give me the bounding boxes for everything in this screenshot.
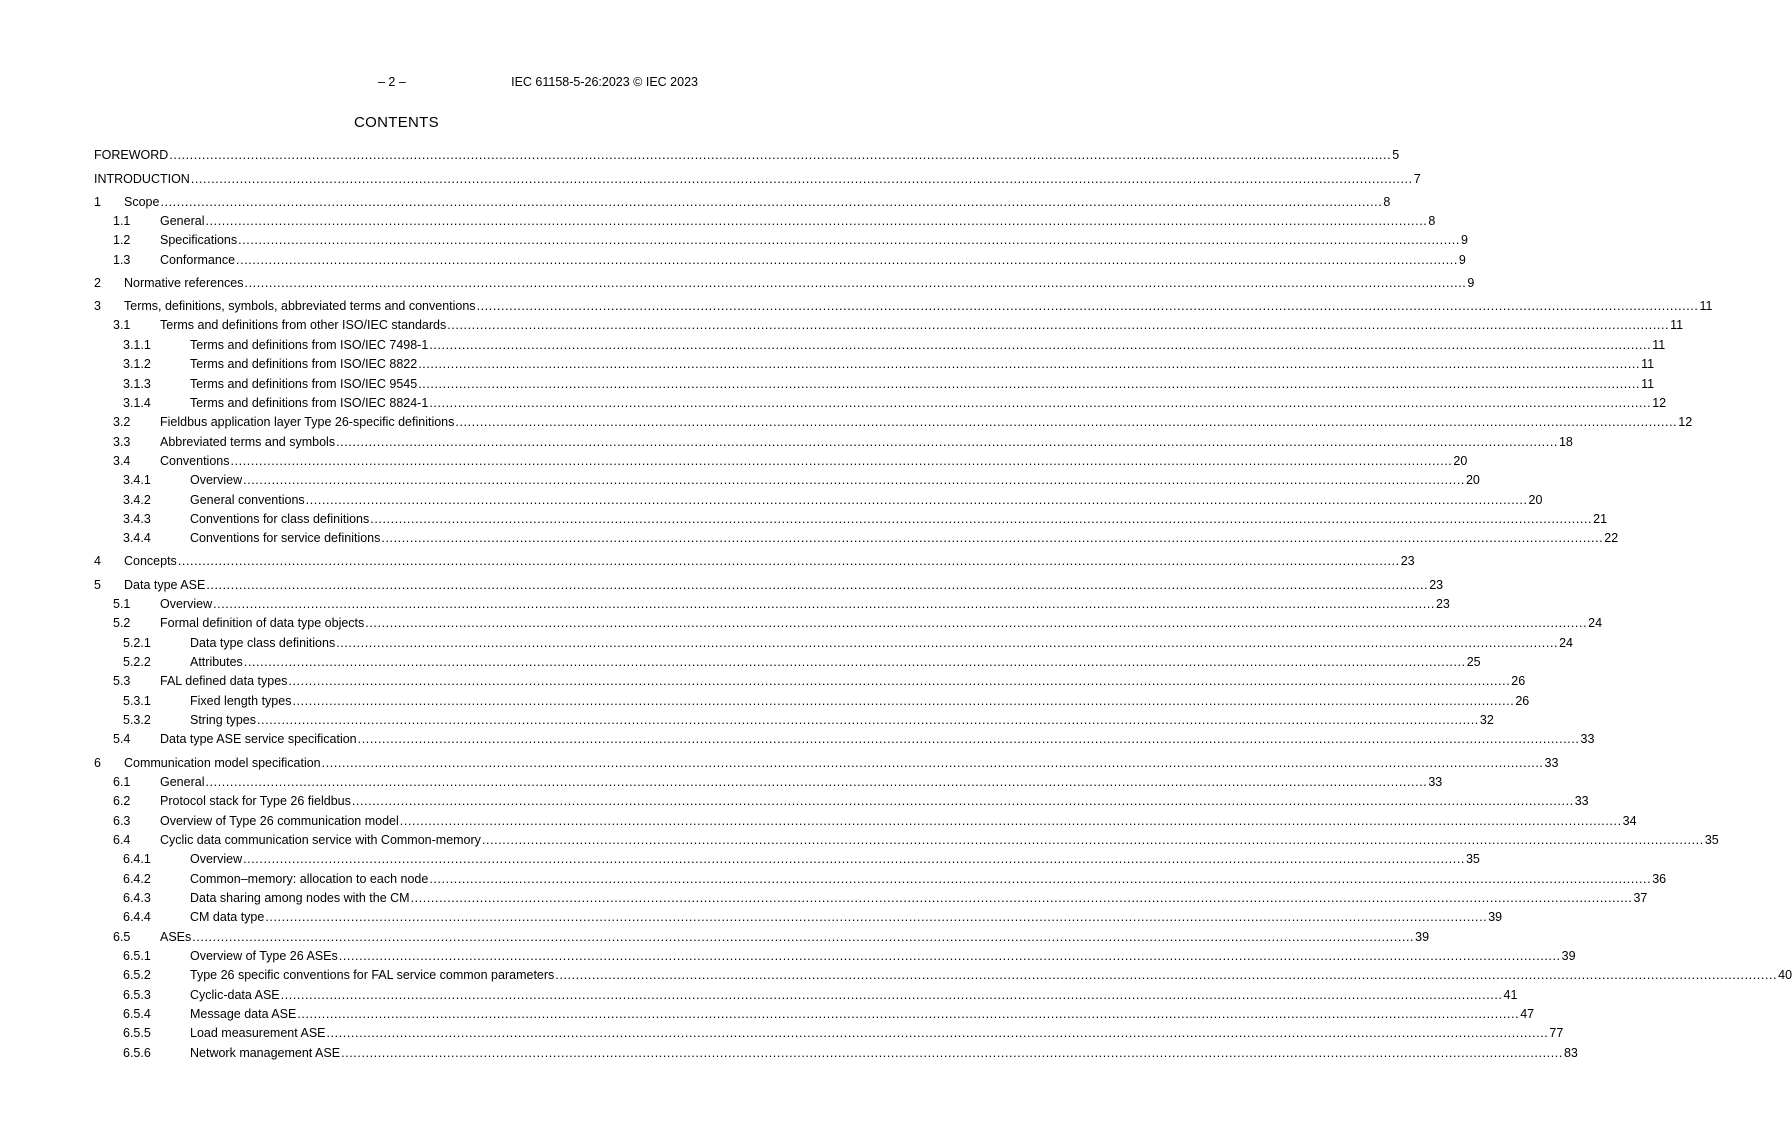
toc-entry[interactable]: [94, 508, 1608, 527]
toc-leader-dots: ............................................................................................................................................................................................................................................................................................................: [447, 318, 1670, 333]
toc-entry-title: Communication model specification: [124, 755, 321, 770]
toc-entry-title: Terms, definitions, symbols, abbreviated terms and conventions: [124, 299, 476, 314]
toc-leader-dots: ............................................................................................................................................................................................................................................................................................................: [205, 214, 1428, 229]
toc-entry[interactable]: [94, 210, 1436, 229]
toc-entry[interactable]: [94, 670, 1526, 689]
contents-title: CONTENTS: [354, 114, 439, 131]
toc-leader-dots: ............................................................................................................................................................................................................................................................................................................: [238, 233, 1460, 248]
toc-entry-page: 37: [1633, 890, 1648, 905]
toc-entry-page: 8: [1428, 214, 1436, 229]
toc-entry-title: Data type ASE service specification: [160, 732, 357, 747]
toc-leader-dots: ............................................................................................................................................................................................................................................................................................................: [410, 890, 1633, 905]
toc-entry-page: 34: [1622, 813, 1637, 828]
toc-entry[interactable]: [94, 747, 1559, 770]
toc-entry[interactable]: [94, 771, 1443, 790]
toc-leader-dots: ............................................................................................................................................................................................................................................................................................................: [351, 794, 1574, 809]
toc-entry-page: 23: [1435, 596, 1450, 611]
toc-leader-dots: ............................................................................................................................................................................................................................................................................................................: [190, 171, 1413, 186]
toc-leader-dots: ............................................................................................................................................................................................................................................................................................................: [297, 1007, 1520, 1022]
toc-leader-dots: ............................................................................................................................................................................................................................................................................................................: [206, 577, 1429, 592]
table-of-contents: [94, 144, 1792, 1061]
toc-entry-number: 1: [94, 194, 101, 209]
document-reference: IEC 61158-5-26:2023 © IEC 2023: [511, 75, 698, 89]
toc-entry[interactable]: [94, 527, 1619, 546]
toc-leader-dots: ............................................................................................................................................................................................................................................................................................................: [381, 531, 1604, 546]
toc-entry-number: 6.5.2: [123, 968, 151, 983]
toc-entry-title: Overview: [190, 473, 243, 488]
toc-entry-title: Formal definition of data type objects: [160, 616, 365, 631]
toc-entry-page: 24: [1559, 635, 1573, 650]
toc-entry-page: 41: [1503, 987, 1518, 1002]
toc-entry[interactable]: [94, 906, 1503, 925]
toc-entry-number: 2: [94, 275, 101, 290]
toc-entry-title: Load measurement ASE: [190, 1026, 326, 1041]
toc-entry-page: 11: [1670, 318, 1684, 333]
toc-entry-number: 6.5.4: [123, 1007, 151, 1022]
toc-entry-page: 5: [1392, 148, 1400, 163]
toc-entry-page: 39: [1415, 929, 1430, 944]
toc-entry-title: CM data type: [190, 910, 265, 925]
toc-entry-page: 33: [1428, 774, 1443, 789]
toc-entry[interactable]: [94, 488, 1543, 507]
toc-leader-dots: ............................................................................................................................................................................................................................................................................................................: [288, 674, 1511, 689]
toc-entry[interactable]: [94, 651, 1481, 670]
toc-entry[interactable]: [94, 333, 1666, 352]
toc-entry-number: 1.2: [113, 233, 131, 248]
toc-entry[interactable]: [94, 314, 1684, 333]
toc-leader-dots: ............................................................................................................................................................................................................................................................................................................: [236, 252, 1458, 267]
toc-entry-page: 7: [1413, 171, 1421, 186]
toc-entry-number: 3.1.4: [123, 395, 151, 410]
toc-entry-number: 5: [94, 577, 101, 592]
toc-entry-number: 5.2: [113, 616, 131, 631]
toc-entry-number: 5.3.2: [123, 713, 151, 728]
toc-entry-page: 83: [1563, 1045, 1578, 1060]
toc-entry-page: 20: [1528, 492, 1543, 507]
toc-leader-dots: ............................................................................................................................................................................................................................................................................................................: [429, 395, 1652, 410]
toc-leader-dots: ............................................................................................................................................................................................................................................................................................................: [244, 275, 1467, 290]
toc-entry-number: 5.4: [113, 732, 131, 747]
toc-entry-title: Conventions for service definitions: [190, 531, 381, 546]
toc-leader-dots: ............................................................................................................................................................................................................................................................................................................: [169, 148, 1392, 163]
toc-entry-page: 26: [1511, 674, 1526, 689]
toc-leader-dots: ............................................................................................................................................................................................................................................................................................................: [305, 492, 1528, 507]
toc-entry-page: 8: [1383, 194, 1391, 209]
toc-entry-title: Abbreviated terms and symbols: [160, 434, 336, 449]
toc-entry-title: General: [160, 774, 205, 789]
toc-entry-title: Overview of Type 26 ASEs: [190, 949, 338, 963]
toc-entry-number: 5.2.1: [123, 635, 151, 650]
toc-leader-dots: ............................................................................................................................................................................................................................................................................................................: [280, 987, 1503, 1002]
toc-entry-page: 23: [1400, 554, 1415, 569]
toc-entry-title: FOREWORD: [94, 148, 169, 163]
toc-entry-page: 36: [1652, 871, 1667, 886]
toc-entry-page: 20: [1453, 453, 1468, 468]
toc-entry[interactable]: [94, 809, 1637, 828]
toc-entry-page: 20: [1465, 473, 1480, 488]
toc-entry-page: 77: [1549, 1026, 1564, 1041]
toc-entry-title: ASEs: [160, 929, 192, 944]
toc-entry-number: 5.2.2: [123, 655, 151, 669]
toc-entry-title: Data type ASE: [124, 577, 206, 592]
toc-entry-title: Data sharing among nodes with the CM: [190, 890, 410, 905]
toc-leader-dots: ............................................................................................................................................................................................................................................................................................................: [429, 337, 1652, 352]
toc-leader-dots: ............................................................................................................................................................................................................................................................................................................: [243, 655, 1466, 669]
toc-entry[interactable]: [94, 964, 1792, 983]
toc-entry-title: Concepts: [124, 554, 177, 569]
toc-entry-page: 47: [1520, 1007, 1535, 1022]
toc-entry-number: 3.1.1: [123, 337, 151, 352]
toc-entry[interactable]: [94, 709, 1494, 728]
toc-entry-title: Conformance: [160, 252, 236, 267]
toc-entry-title: Conventions: [160, 453, 230, 468]
toc-entry[interactable]: [94, 469, 1480, 488]
toc-entry-page: 9: [1467, 275, 1475, 290]
toc-entry-page: 35: [1704, 832, 1719, 847]
toc-entry-page: 22: [1604, 531, 1619, 546]
toc-entry[interactable]: [94, 631, 1573, 650]
toc-entry[interactable]: [94, 187, 1391, 210]
toc-leader-dots: ............................................................................................................................................................................................................................................................................................................: [257, 713, 1479, 728]
toc-leader-dots: ............................................................................................................................................................................................................................................................................................................: [292, 693, 1515, 708]
toc-entry-title: INTRODUCTION: [94, 171, 190, 186]
toc-entry-number: 6.5.6: [123, 1045, 151, 1060]
toc-entry-page: 25: [1466, 655, 1481, 669]
toc-entry-number: 6.4.1: [123, 852, 151, 867]
toc-entry-number: 6.5.1: [123, 949, 151, 963]
toc-entry-title: Conventions for class definitions: [190, 511, 370, 526]
toc-entry-number: 6.5.3: [123, 987, 151, 1002]
toc-leader-dots: ............................................................................................................................................................................................................................................................................................................: [321, 755, 1544, 770]
toc-entry-title: General conventions: [190, 492, 305, 507]
toc-entry[interactable]: [94, 848, 1480, 867]
toc-entry-page: 11: [1641, 376, 1655, 391]
toc-entry-page: 11: [1652, 337, 1666, 352]
toc-entry-title: Cyclic data communication service with Common-memory: [160, 832, 481, 847]
toc-entry[interactable]: [94, 612, 1603, 631]
toc-leader-dots: ............................................................................................................................................................................................................................................................................................................: [455, 415, 1678, 430]
toc-entry-number: 5.1: [113, 596, 131, 611]
toc-entry-page: 32: [1479, 713, 1494, 728]
toc-leader-dots: ............................................................................................................................................................................................................................................................................................................: [338, 949, 1561, 963]
toc-entry-title: Specifications: [160, 233, 238, 248]
toc-leader-dots: ............................................................................................................................................................................................................................................................................................................: [370, 511, 1593, 526]
toc-entry-page: 24: [1588, 616, 1603, 631]
toc-entry-number: 3.4.4: [123, 531, 151, 546]
toc-leader-dots: ............................................................................................................................................................................................................................................................................................................: [177, 554, 1400, 569]
toc-entry-number: 3.1: [113, 318, 131, 333]
toc-entry-title: Cyclic-data ASE: [190, 987, 280, 1002]
toc-entry[interactable]: [94, 229, 1468, 248]
toc-entry-number: 3.4.3: [123, 511, 151, 526]
toc-entry-page: 12: [1652, 395, 1667, 410]
toc-leader-dots: ............................................................................................................................................................................................................................................................................................................: [418, 357, 1641, 372]
toc-entry[interactable]: [94, 728, 1595, 747]
toc-entry-page: 23: [1429, 577, 1444, 592]
toc-leader-dots: ............................................................................................................................................................................................................................................................................................................: [160, 194, 1383, 209]
toc-entry-page: 33: [1574, 794, 1589, 809]
toc-entry-title: Overview of Type 26 communication model: [160, 813, 399, 828]
toc-entry-number: 5.3: [113, 674, 131, 689]
toc-entry-title: Overview: [190, 852, 243, 867]
toc-entry-title: Terms and definitions from ISO/IEC 8824-1: [190, 395, 429, 410]
toc-leader-dots: ............................................................................................................................................................................................................................................................................................................: [192, 929, 1415, 944]
toc-leader-dots: ............................................................................................................................................................................................................................................................................................................: [399, 813, 1622, 828]
toc-entry[interactable]: [94, 430, 1573, 449]
toc-leader-dots: ............................................................................................................................................................................................................................................................................................................: [357, 732, 1580, 747]
toc-entry-number: 3.3: [113, 434, 131, 449]
toc-entry-title: Normative references: [124, 275, 244, 290]
toc-leader-dots: ............................................................................................................................................................................................................................................................................................................: [481, 832, 1704, 847]
toc-entry[interactable]: [94, 372, 1655, 391]
toc-entry[interactable]: [94, 546, 1415, 569]
toc-entry-title: Terms and definitions from ISO/IEC 8822: [190, 357, 418, 372]
toc-entry-title: Data type class definitions: [190, 635, 336, 650]
toc-entry-number: 6.3: [113, 813, 131, 828]
toc-entry-number: 1.1: [113, 214, 131, 229]
toc-entry[interactable]: [94, 353, 1655, 372]
toc-entry-title: String types: [190, 713, 257, 728]
toc-leader-dots: ............................................................................................................................................................................................................................................................................................................: [230, 453, 1453, 468]
toc-entry-number: 5.3.1: [123, 693, 151, 708]
toc-leader-dots: ............................................................................................................................................................................................................................................................................................................: [336, 434, 1558, 449]
toc-entry[interactable]: [94, 411, 1693, 430]
toc-entry[interactable]: [94, 1003, 1535, 1022]
toc-entry-title: Terms and definitions from ISO/IEC 9545: [190, 376, 418, 391]
toc-entry[interactable]: [94, 268, 1475, 291]
page-header: [94, 75, 698, 93]
toc-leader-dots: ............................................................................................................................................................................................................................................................................................................: [205, 774, 1428, 789]
toc-entry-title: Terms and definitions from ISO/IEC 7498-1: [190, 337, 429, 352]
toc-entry-number: 3: [94, 299, 101, 314]
toc-leader-dots: ............................................................................................................................................................................................................................................................................................................: [476, 299, 1699, 314]
toc-leader-dots: ............................................................................................................................................................................................................................................................................................................: [555, 968, 1778, 983]
toc-entry[interactable]: [94, 163, 1421, 186]
toc-entry-page: 12: [1678, 415, 1693, 430]
toc-entry-number: 3.4.1: [123, 473, 151, 488]
toc-entry-page: 9: [1458, 252, 1466, 267]
toc-leader-dots: ............................................................................................................................................................................................................................................................................................................: [365, 616, 1588, 631]
toc-entry[interactable]: [94, 593, 1450, 612]
toc-entry-page: 35: [1465, 852, 1480, 867]
toc-entry-number: 6.4.3: [123, 890, 151, 905]
toc-entry[interactable]: [94, 689, 1530, 708]
toc-leader-dots: ............................................................................................................................................................................................................................................................................................................: [429, 871, 1652, 886]
toc-entry-title: Fixed length types: [190, 693, 292, 708]
toc-entry-page: 21: [1593, 511, 1608, 526]
toc-entry[interactable]: [94, 867, 1667, 886]
toc-entry[interactable]: [94, 569, 1444, 592]
toc-entry-title: Attributes: [190, 655, 243, 669]
toc-entry-number: 6.2: [113, 794, 131, 809]
toc-entry-title: General: [160, 214, 205, 229]
toc-entry[interactable]: [94, 248, 1466, 267]
toc-entry-number: 6.4.4: [123, 910, 151, 925]
toc-entry-page: 40: [1778, 968, 1792, 983]
toc-entry-number: 6.5.5: [123, 1026, 151, 1041]
toc-leader-dots: ............................................................................................................................................................................................................................................................................................................: [243, 852, 1465, 867]
toc-leader-dots: ............................................................................................................................................................................................................................................................................................................: [336, 635, 1559, 650]
toc-entry[interactable]: [94, 144, 1400, 163]
toc-entry-number: 3.1.2: [123, 357, 151, 372]
toc-leader-dots: ............................................................................................................................................................................................................................................................................................................: [326, 1026, 1549, 1041]
toc-entry-number: 6.4: [113, 832, 131, 847]
toc-entry-page: 11: [1641, 357, 1655, 372]
toc-entry-number: 6.5: [113, 929, 131, 944]
toc-leader-dots: ............................................................................................................................................................................................................................................................................................................: [341, 1045, 1563, 1060]
toc-entry-number: 6.1: [113, 774, 131, 789]
toc-entry-number: 4: [94, 554, 101, 569]
toc-entry[interactable]: [94, 887, 1648, 906]
toc-entry-number: 6: [94, 755, 101, 770]
toc-entry-page: 39: [1488, 910, 1503, 925]
toc-entry[interactable]: [94, 829, 1719, 848]
toc-entry-number: 3.2: [113, 415, 131, 430]
toc-entry-title: Terms and definitions from other ISO/IEC standards: [160, 318, 447, 333]
toc-entry-title: Overview: [160, 596, 213, 611]
toc-entry-title: Scope: [124, 194, 160, 209]
toc-entry[interactable]: [94, 1022, 1564, 1041]
toc-entry[interactable]: [94, 291, 1713, 314]
toc-entry-number: 1.3: [113, 252, 131, 267]
toc-entry-title: FAL defined data types: [160, 674, 288, 689]
toc-entry-page: 26: [1515, 693, 1530, 708]
toc-entry[interactable]: [94, 945, 1576, 964]
toc-leader-dots: ............................................................................................................................................................................................................................................................................................................: [418, 376, 1641, 391]
toc-entry-title: Network management ASE: [190, 1045, 341, 1060]
toc-entry-page: 33: [1580, 732, 1595, 747]
toc-leader-dots: ............................................................................................................................................................................................................................................................................................................: [243, 473, 1465, 488]
toc-entry-title: Common–memory: allocation to each node: [190, 871, 429, 886]
toc-entry-number: 3.4: [113, 453, 131, 468]
toc-entry[interactable]: [94, 1041, 1578, 1060]
toc-entry-title: Fieldbus application layer Type 26-specific definitions: [160, 415, 455, 430]
toc-entry-page: 33: [1544, 755, 1559, 770]
toc-entry-page: 11: [1699, 299, 1713, 314]
toc-entry[interactable]: [94, 392, 1667, 411]
toc-entry-title: Protocol stack for Type 26 fieldbus: [160, 794, 351, 809]
toc-entry[interactable]: [94, 450, 1468, 469]
toc-entry-number: 6.4.2: [123, 871, 151, 886]
toc-entry[interactable]: [94, 790, 1589, 809]
toc-entry-page: 18: [1558, 434, 1573, 449]
toc-entry-page: 9: [1461, 233, 1468, 248]
toc-entry[interactable]: [94, 925, 1430, 944]
toc-entry-title: Message data ASE: [190, 1007, 297, 1022]
toc-leader-dots: ............................................................................................................................................................................................................................................................................................................: [265, 910, 1488, 925]
toc-entry-page: 39: [1561, 949, 1576, 963]
toc-entry-number: 3.4.2: [123, 492, 151, 507]
toc-leader-dots: ............................................................................................................................................................................................................................................................................................................: [213, 596, 1435, 611]
page-number: – 2 –: [378, 75, 406, 89]
toc-entry[interactable]: [94, 983, 1518, 1002]
toc-entry-number: 3.1.3: [123, 376, 151, 391]
toc-entry-title: Type 26 specific conventions for FAL service common parameters: [190, 968, 555, 983]
